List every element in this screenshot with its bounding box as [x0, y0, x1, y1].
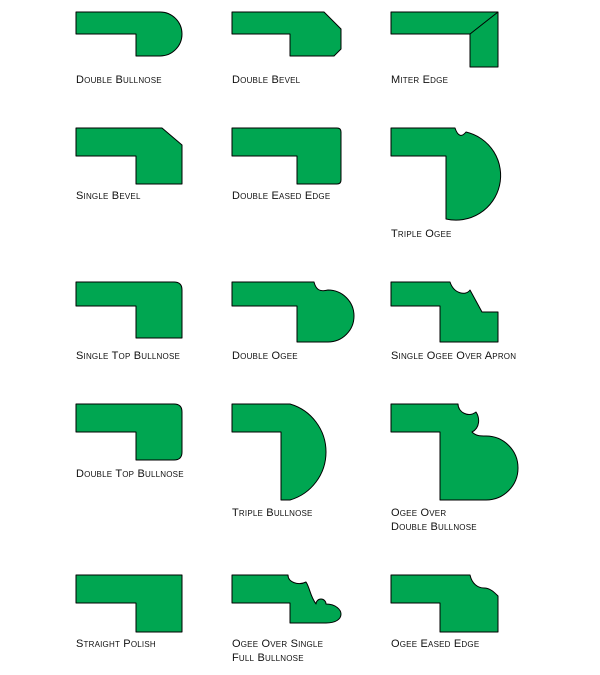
profile-label: [391, 506, 477, 534]
profile-label: [391, 227, 452, 241]
ogee-over-single-full-bullnose-shape: [232, 575, 341, 623]
label-ogee-over-double-bullnose-line1: Ogee Over: [391, 507, 447, 519]
triple-bullnose-shape: [232, 404, 326, 500]
label-double-bullnose: Double Bullnose: [76, 74, 162, 86]
ogee-eased-edge-shape: [391, 575, 498, 632]
profile-label: [232, 349, 298, 363]
label-single-ogee-over-apron: Single Ogee Over Apron: [391, 350, 517, 362]
profile-label: [76, 467, 184, 481]
profile-label: [232, 73, 300, 87]
profile-label: [76, 637, 156, 651]
label-double-ogee: Double Ogee: [232, 350, 298, 362]
label-single-bevel: Single Bevel: [76, 190, 141, 202]
label-double-top-bullnose: Double Top Bullnose: [76, 468, 184, 480]
ogee-over-double-bullnose-shape: [391, 404, 518, 500]
profile-label: [232, 637, 323, 665]
label-ogee-eased-edge: Ogee Eased Edge: [391, 638, 480, 650]
single-top-bullnose-shape: [76, 282, 182, 338]
label-triple-bullnose: Triple Bullnose: [232, 507, 313, 519]
single-bevel-shape: [76, 128, 182, 184]
triple-ogee-shape: [391, 128, 501, 220]
double-eased-edge-shape: [232, 128, 341, 184]
label-ogee-over-single-full-bullnose-line1: Ogee Over Single: [232, 638, 324, 650]
double-bevel-shape: [232, 12, 341, 56]
double-top-bullnose-shape: [76, 404, 182, 460]
label-miter-edge: Miter Edge: [391, 74, 449, 86]
profile-label: [232, 506, 313, 520]
miter-edge-shape: [391, 12, 498, 67]
label-ogee-over-single-full-bullnose-line2: Full Bullnose: [232, 652, 304, 664]
label-double-eased-edge: Double Eased Edge: [232, 190, 331, 202]
label-double-bevel: Double Bevel: [232, 74, 301, 86]
profile-label: [76, 73, 162, 87]
profile-label: [232, 189, 330, 203]
profile-label: [391, 637, 479, 651]
profile-label: [391, 73, 448, 87]
profile-label: [76, 349, 180, 363]
single-ogee-over-apron-shape: [391, 282, 498, 342]
double-bullnose-shape: [76, 12, 182, 56]
label-ogee-over-double-bullnose-line2: Double Bullnose: [391, 521, 477, 533]
straight-polish-shape: [76, 575, 182, 632]
double-ogee-shape: [232, 282, 354, 342]
profile-label: [76, 189, 141, 203]
label-triple-ogee: Triple Ogee: [391, 228, 452, 240]
profile-label: [391, 349, 516, 363]
label-single-top-bullnose: Single Top Bullnose: [76, 350, 181, 362]
label-straight-polish: Straight Polish: [76, 638, 156, 650]
